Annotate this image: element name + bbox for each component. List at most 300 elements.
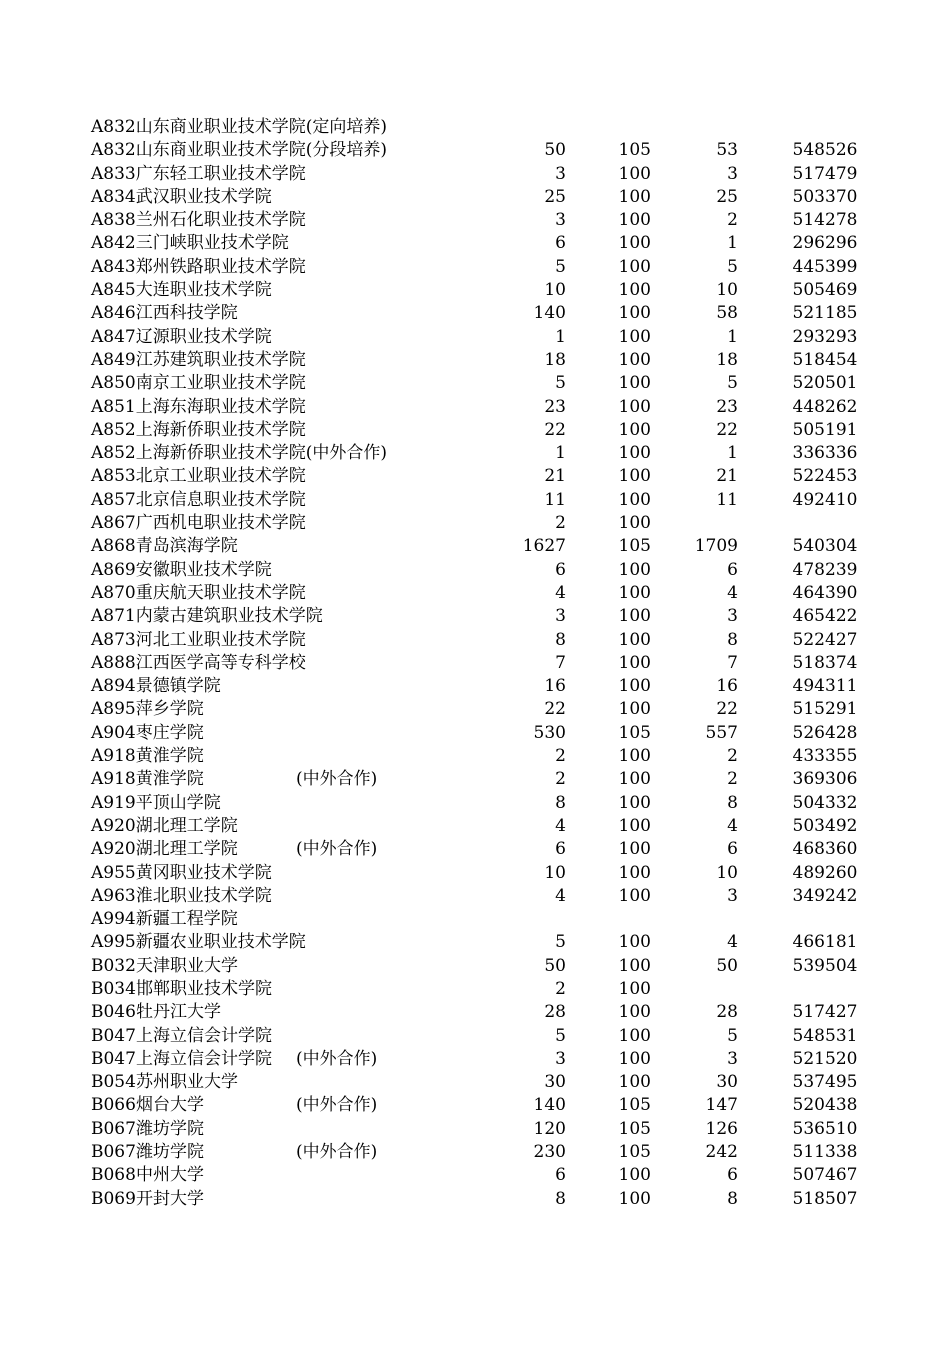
value-cell-c2: 100 (618, 955, 651, 976)
value-cell-c1: 50 (544, 955, 566, 976)
value-cell-c5: 453 (825, 466, 858, 487)
table-row (0, 489, 857, 512)
value-cell-c1: 16 (544, 676, 566, 697)
school-name-text: A870重庆航天职业技术学院 (91, 582, 306, 603)
spacer-cell (471, 559, 478, 582)
value-cell-c5: 428 (825, 722, 858, 743)
value-cell-c4: 517 (792, 1002, 825, 1023)
value-cell-c4: 494 (792, 676, 825, 697)
value-cell-c2: 100 (618, 326, 651, 347)
value-cell-c1: 18 (544, 349, 566, 370)
school-name-cell (0, 419, 471, 442)
value-cell-c5: 360 (825, 839, 858, 860)
value-cell-c2: 100 (618, 1048, 651, 1069)
spacer-cell (471, 442, 478, 465)
value-cell-c5: 332 (825, 792, 858, 813)
value-cell-c1 (478, 908, 566, 931)
value-cell-c2: 100 (618, 466, 651, 487)
spacer-cell (471, 1001, 478, 1024)
spacer-cell (471, 955, 478, 978)
school-name-cell (0, 535, 471, 558)
value-cell-c1: 2 (555, 513, 566, 534)
value-cell-c4: 492 (792, 489, 825, 510)
spacer-cell (471, 908, 478, 931)
value-cell-c4: 537 (792, 1072, 825, 1093)
school-name-cell (0, 629, 471, 652)
school-name-text: B032天津职业大学 (91, 955, 238, 976)
table-row (0, 209, 857, 232)
school-name (91, 1071, 238, 1094)
school-name-cell (0, 1001, 471, 1024)
value-cell-c4: 521 (792, 303, 825, 324)
value-cell-c4: 548 (792, 140, 825, 161)
value-cell-c1: 4 (555, 815, 566, 836)
value-cell-c1 (478, 116, 566, 139)
value-cell-c4 (738, 978, 825, 1001)
value-cell-c4 (738, 512, 825, 535)
table-row (0, 1001, 857, 1024)
value-cell-c1: 8 (555, 1188, 566, 1209)
value-cell-c2: 100 (618, 443, 651, 464)
value-cell-c4: 520 (792, 373, 825, 394)
value-cell-c2: 100 (618, 885, 651, 906)
value-cell-c3: 5 (727, 1025, 738, 1046)
table-row (0, 931, 857, 954)
table-row (0, 116, 857, 139)
value-cell-c2: 100 (618, 746, 651, 767)
school-name-text: A851上海东海职业技术学院 (91, 396, 306, 417)
value-cell-c3: 53 (716, 140, 738, 161)
school-name-cell (0, 745, 471, 768)
school-name-text: A846江西科技学院 (91, 303, 238, 324)
value-cell-c4: 514 (792, 210, 825, 231)
value-cell-c5: 479 (825, 163, 858, 184)
spacer-cell (471, 1141, 478, 1164)
table-row (0, 372, 857, 395)
value-cell-c3: 1 (727, 443, 738, 464)
value-cell-c1: 2 (555, 746, 566, 767)
school-name-text: B047上海立信会计学院 (91, 1048, 272, 1069)
school-name-cell (0, 139, 471, 162)
school-name-text: B034邯郸职业技术学院 (91, 978, 272, 999)
spacer-cell (471, 279, 478, 302)
value-cell-c4: 336 (792, 443, 825, 464)
table-row (0, 1188, 857, 1211)
value-cell-c4: 540 (792, 536, 825, 557)
value-cell-c3: 10 (716, 862, 738, 883)
value-cell-c4: 505 (792, 419, 825, 440)
value-cell-c4: 293 (792, 326, 825, 347)
value-cell-c4: 536 (792, 1118, 825, 1139)
value-cell-c4: 503 (792, 815, 825, 836)
table-row (0, 512, 857, 535)
value-cell-c4: 518 (792, 652, 825, 673)
value-cell-c2: 105 (618, 1142, 651, 1163)
value-cell-c4 (738, 116, 825, 139)
school-name-cell (0, 1025, 471, 1048)
value-cell-c2: 100 (618, 839, 651, 860)
value-cell-c2: 100 (618, 1025, 651, 1046)
value-cell-c5: 507 (825, 1188, 858, 1209)
value-cell-c5: 467 (825, 1165, 858, 1186)
value-cell-c3: 7 (727, 652, 738, 673)
value-cell-c5: 191 (825, 419, 858, 440)
value-cell-c3: 58 (716, 303, 738, 324)
school-name-cell (0, 838, 471, 861)
value-cell-c2: 100 (618, 792, 651, 813)
spacer-cell (471, 1118, 478, 1141)
school-name-cell (0, 955, 471, 978)
value-cell-c1: 1 (555, 326, 566, 347)
value-cell-c2: 105 (618, 140, 651, 161)
value-cell-c2: 100 (618, 1188, 651, 1209)
value-cell-c4: 504 (792, 792, 825, 813)
value-cell-c4: 433 (792, 746, 825, 767)
value-cell-c2: 100 (618, 676, 651, 697)
value-cell-c4: 518 (792, 1188, 825, 1209)
school-name (91, 396, 306, 419)
school-name-text: A955黄冈职业技术学院 (91, 862, 272, 883)
school-name-cell (0, 698, 471, 721)
spacer-cell (471, 372, 478, 395)
value-cell-c1: 5 (555, 932, 566, 953)
value-cell-c2: 100 (618, 652, 651, 673)
value-cell-c1: 30 (544, 1072, 566, 1093)
spacer-cell (471, 885, 478, 908)
value-cell-c3: 147 (705, 1095, 738, 1116)
spacer-cell (471, 232, 478, 255)
value-cell-c3: 2 (727, 210, 738, 231)
value-cell-c2: 100 (618, 233, 651, 254)
value-cell-c3: 4 (727, 582, 738, 603)
value-cell-c5: 185 (825, 303, 858, 324)
school-name-cell (0, 279, 471, 302)
school-name-text: A873河北工业职业技术学院 (91, 629, 306, 650)
school-name (91, 978, 272, 1001)
value-cell-c2: 100 (618, 373, 651, 394)
school-name (91, 675, 221, 698)
school-name (91, 465, 306, 488)
value-cell-c3: 3 (727, 1048, 738, 1069)
value-cell-c5: 239 (825, 559, 858, 580)
value-cell-c2: 100 (618, 256, 651, 277)
value-cell-c3: 30 (716, 1072, 738, 1093)
spacer-cell (471, 326, 478, 349)
value-cell-c4: 548 (792, 1025, 825, 1046)
table-row (0, 722, 857, 745)
value-cell-c2: 105 (618, 536, 651, 557)
table-row (0, 1094, 857, 1117)
school-name-cell (0, 559, 471, 582)
table-row (0, 396, 857, 419)
school-name (91, 652, 306, 675)
school-name (91, 838, 378, 861)
value-cell-c1: 6 (555, 559, 566, 580)
table-row (0, 885, 857, 908)
value-cell-c4: 489 (792, 862, 825, 883)
school-name (91, 116, 387, 139)
school-name-cell (0, 1094, 471, 1117)
school-name-text: B068中州大学 (91, 1165, 204, 1186)
value-cell-c1: 5 (555, 373, 566, 394)
school-name-cell (0, 1141, 471, 1164)
school-name-text: B066烟台大学 (91, 1095, 204, 1116)
value-cell-c2: 105 (618, 722, 651, 743)
spacer-cell (471, 1094, 478, 1117)
spacer-cell (471, 396, 478, 419)
value-cell-c1: 8 (555, 629, 566, 650)
school-name (91, 605, 323, 628)
value-cell-c5: 304 (825, 536, 858, 557)
table-row (0, 302, 857, 325)
spacer-cell (471, 256, 478, 279)
value-cell-c1: 3 (555, 1048, 566, 1069)
school-name (91, 768, 378, 791)
value-cell-c3 (651, 908, 738, 931)
school-name-cell (0, 792, 471, 815)
value-cell-c1: 140 (533, 1095, 566, 1116)
school-name-text: A871内蒙古建筑职业技术学院 (91, 606, 323, 627)
school-name-cell (0, 1048, 471, 1071)
table-row (0, 186, 857, 209)
value-cell-c1: 22 (544, 419, 566, 440)
value-cell-c5: 242 (825, 885, 858, 906)
school-name-cell (0, 349, 471, 372)
school-name (91, 442, 387, 465)
school-name (91, 279, 272, 302)
table-row (0, 1164, 857, 1187)
school-name (91, 419, 306, 442)
value-cell-c2: 100 (618, 163, 651, 184)
school-name-cell (0, 186, 471, 209)
school-name (91, 139, 387, 162)
school-name (91, 931, 306, 954)
value-cell-c5 (825, 978, 857, 1001)
table-row (0, 419, 857, 442)
value-cell-c2: 100 (618, 186, 651, 207)
value-cell-c4: 503 (792, 186, 825, 207)
school-name-cell (0, 302, 471, 325)
school-name-text: A920湖北理工学院 (91, 815, 238, 836)
value-cell-c1: 4 (555, 582, 566, 603)
spacer-cell (471, 582, 478, 605)
value-cell-c2: 100 (618, 210, 651, 231)
school-name-cell (0, 978, 471, 1001)
spacer-cell (471, 629, 478, 652)
school-name (91, 559, 272, 582)
value-cell-c2: 100 (618, 303, 651, 324)
school-name-text: B054苏州职业大学 (91, 1072, 238, 1093)
value-cell-c1: 3 (555, 163, 566, 184)
school-name-cell (0, 209, 471, 232)
spacer-cell (471, 489, 478, 512)
school-name (91, 256, 306, 279)
value-cell-c3: 23 (716, 396, 738, 417)
value-cell-c1: 2 (555, 978, 566, 999)
school-name-text: A868青岛滨海学院 (91, 536, 238, 557)
value-cell-c3: 4 (727, 932, 738, 953)
table-row (0, 1048, 857, 1071)
school-name (91, 955, 238, 978)
table-row (0, 256, 857, 279)
school-name (91, 349, 306, 372)
table-row (0, 792, 857, 815)
table-row (0, 279, 857, 302)
spacer-cell (471, 1188, 478, 1211)
value-cell-c5: 278 (825, 210, 858, 231)
school-name-text: A832山东商业职业技术学院(分段培养) (91, 140, 387, 161)
value-cell-c1: 1627 (522, 536, 566, 557)
school-name (91, 745, 204, 768)
table-row (0, 465, 857, 488)
cooperation-note: (中外合作) (296, 839, 378, 860)
value-cell-c2: 100 (618, 559, 651, 580)
table-row (0, 582, 857, 605)
table-row (0, 139, 857, 162)
value-cell-c1: 22 (544, 699, 566, 720)
value-cell-c2: 100 (618, 513, 651, 534)
school-name-cell (0, 605, 471, 628)
value-cell-c4: 478 (792, 559, 825, 580)
spacer-cell (471, 1071, 478, 1094)
value-cell-c3: 242 (705, 1142, 738, 1163)
school-name-text: B069开封大学 (91, 1188, 204, 1209)
school-name-cell (0, 768, 471, 791)
cooperation-note: (中外合作) (296, 1048, 378, 1069)
school-name-cell (0, 815, 471, 838)
value-cell-c5: 526 (825, 140, 858, 161)
value-cell-c2: 100 (618, 489, 651, 510)
table-row (0, 442, 857, 465)
school-name-text: A842三门峡职业技术学院 (91, 233, 289, 254)
school-name (91, 1164, 204, 1187)
school-name-cell (0, 489, 471, 512)
table-row (0, 838, 857, 861)
school-name-text: A918黄淮学院 (91, 769, 204, 790)
spacer-cell (471, 465, 478, 488)
value-cell-c1: 5 (555, 1025, 566, 1046)
school-name (91, 209, 306, 232)
school-name-text: A919平顶山学院 (91, 792, 221, 813)
spacer-cell (471, 302, 478, 325)
school-name-cell (0, 116, 471, 139)
school-name-text: A850南京工业职业技术学院 (91, 373, 306, 394)
value-cell-c4: 511 (792, 1142, 825, 1163)
value-cell-c1: 1 (555, 443, 566, 464)
school-name (91, 489, 306, 512)
school-name-text: A852上海新侨职业技术学院(中外合作) (91, 443, 387, 464)
school-name-text: A918黄淮学院 (91, 746, 204, 767)
value-cell-c1: 7 (555, 652, 566, 673)
value-cell-c2: 100 (618, 1002, 651, 1023)
cooperation-note: (中外合作) (296, 1095, 378, 1116)
value-cell-c5: 510 (825, 1118, 858, 1139)
value-cell-c3: 22 (716, 699, 738, 720)
table-row (0, 605, 857, 628)
school-name-cell (0, 885, 471, 908)
value-cell-c1: 6 (555, 839, 566, 860)
school-name-text: B047上海立信会计学院 (91, 1025, 272, 1046)
value-cell-c1: 530 (533, 722, 566, 743)
school-name (91, 326, 272, 349)
value-cell-c1: 8 (555, 792, 566, 813)
value-cell-c1: 25 (544, 186, 566, 207)
value-cell-c1: 230 (533, 1142, 566, 1163)
value-cell-c5: 454 (825, 349, 858, 370)
school-name (91, 862, 272, 885)
value-cell-c5: 492 (825, 815, 858, 836)
value-cell-c2: 100 (618, 629, 651, 650)
cooperation-note: (中外合作) (296, 1142, 378, 1163)
school-name (91, 885, 272, 908)
table-body (0, 116, 857, 1211)
value-cell-c4: 465 (792, 606, 825, 627)
value-cell-c2: 100 (618, 349, 651, 370)
school-name-text: A834武汉职业技术学院 (91, 186, 272, 207)
value-cell-c3: 6 (727, 1165, 738, 1186)
value-cell-c2: 105 (618, 1095, 651, 1116)
spacer-cell (471, 349, 478, 372)
school-name (91, 186, 272, 209)
value-cell-c1: 50 (544, 140, 566, 161)
value-cell-c5: 374 (825, 652, 858, 673)
table-row (0, 768, 857, 791)
value-cell-c4: 507 (792, 1165, 825, 1186)
value-cell-c5: 355 (825, 746, 858, 767)
school-name-text: A845大连职业技术学院 (91, 280, 272, 301)
value-cell-c3: 4 (727, 815, 738, 836)
value-cell-c1: 3 (555, 210, 566, 231)
value-cell-c5: 262 (825, 396, 858, 417)
school-name-text: A849江苏建筑职业技术学院 (91, 349, 306, 370)
school-name-text: A847辽源职业技术学院 (91, 326, 272, 347)
spacer-cell (471, 1025, 478, 1048)
table-row (0, 1141, 857, 1164)
value-cell-c5: 338 (825, 1142, 858, 1163)
school-name-cell (0, 396, 471, 419)
table-row (0, 745, 857, 768)
school-name-text: A888江西医学高等专科学校 (91, 652, 306, 673)
school-name (91, 908, 238, 931)
value-cell-c4: 448 (792, 396, 825, 417)
table-row (0, 815, 857, 838)
school-name-text: A994新疆工程学院 (91, 909, 238, 930)
value-cell-c1: 23 (544, 396, 566, 417)
school-name-text: A853北京工业职业技术学院 (91, 466, 306, 487)
value-cell-c1: 140 (533, 303, 566, 324)
value-cell-c3: 3 (727, 606, 738, 627)
value-cell-c3: 6 (727, 559, 738, 580)
school-name-text: A904枣庄学院 (91, 722, 204, 743)
value-cell-c5: 311 (825, 676, 858, 697)
school-name (91, 232, 289, 255)
value-cell-c1: 5 (555, 256, 566, 277)
value-cell-c5: 531 (825, 1025, 858, 1046)
spacer-cell (471, 815, 478, 838)
spacer-cell (471, 722, 478, 745)
value-cell-c2: 100 (618, 815, 651, 836)
school-name-cell (0, 1118, 471, 1141)
spacer-cell (471, 535, 478, 558)
table-row (0, 698, 857, 721)
school-name-cell (0, 372, 471, 395)
value-cell-c5: 306 (825, 769, 858, 790)
value-cell-c2: 100 (618, 932, 651, 953)
table-row (0, 163, 857, 186)
value-cell-c5: 296 (825, 233, 858, 254)
cooperation-note: (中外合作) (296, 769, 378, 790)
school-name-text: A838兰州石化职业技术学院 (91, 210, 306, 231)
